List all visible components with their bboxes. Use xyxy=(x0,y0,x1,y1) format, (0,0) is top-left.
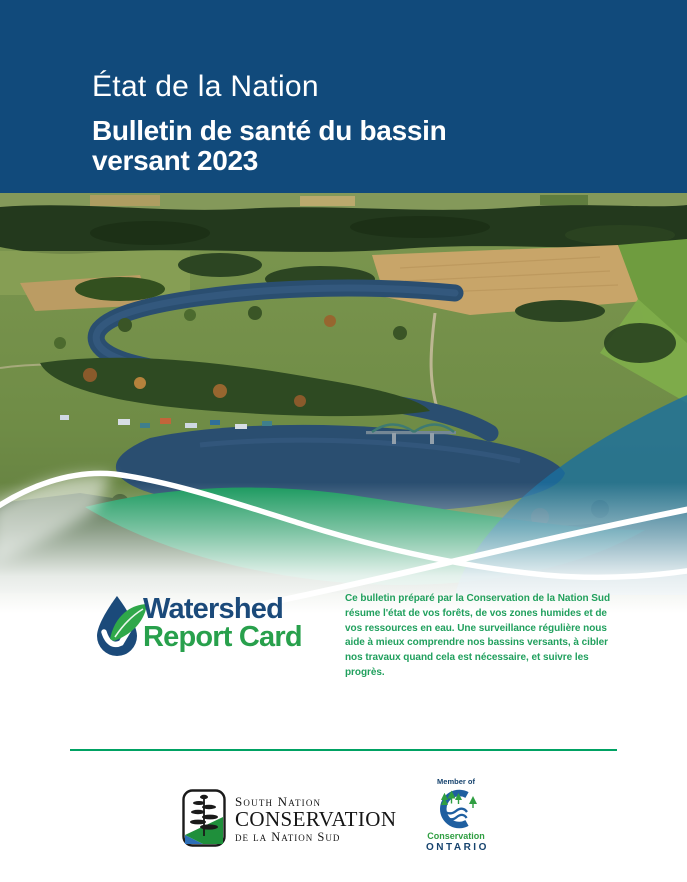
watershed-report-card-logo xyxy=(93,594,338,664)
co-line-conservation: Conservation xyxy=(427,831,485,841)
co-line-ontario: ONTARIO xyxy=(426,841,489,853)
hero-photo-river-landscape xyxy=(0,193,687,660)
page-subtitle: Bulletin de santé du bassin versant 2023 xyxy=(92,115,447,176)
watershed-report-card-wordmark xyxy=(143,595,302,652)
footer-divider-line xyxy=(70,749,617,751)
hero-header xyxy=(0,0,687,193)
water-drop-leaf-icon xyxy=(93,595,149,657)
south-nation-conservation-wordmark xyxy=(235,795,396,845)
south-nation-conservation-logo xyxy=(182,789,412,849)
conservation-ontario-logo xyxy=(426,777,489,853)
conservation-ontario-c-icon xyxy=(432,788,480,830)
snc-line-south-nation: South Nation xyxy=(235,794,322,809)
intro-paragraph: Ce bulletin préparé par la Conservation de la Nation Sud résume l'état de vos forêts, de vos zones humides et de vos ressources en eau. Une surveillance régulière nous aide à mieux comprendre nos bassins versants, à cibler nos travaux quand cela est nécessaire, et suivre les progrès. xyxy=(345,593,611,678)
snc-line-de-la-nation-sud: de la Nation Sud xyxy=(235,830,341,845)
pine-tree-shield-icon xyxy=(182,789,226,847)
snc-line-conservation: CONSERVATION xyxy=(235,807,397,832)
wrc-word-report-card: Report Card xyxy=(143,621,302,654)
wrc-word-watershed: Watershed xyxy=(143,593,283,625)
river-landscape-illustration xyxy=(0,193,687,660)
page-title: État de la Nation xyxy=(92,70,319,103)
co-member-of-label: Member of xyxy=(437,777,475,786)
